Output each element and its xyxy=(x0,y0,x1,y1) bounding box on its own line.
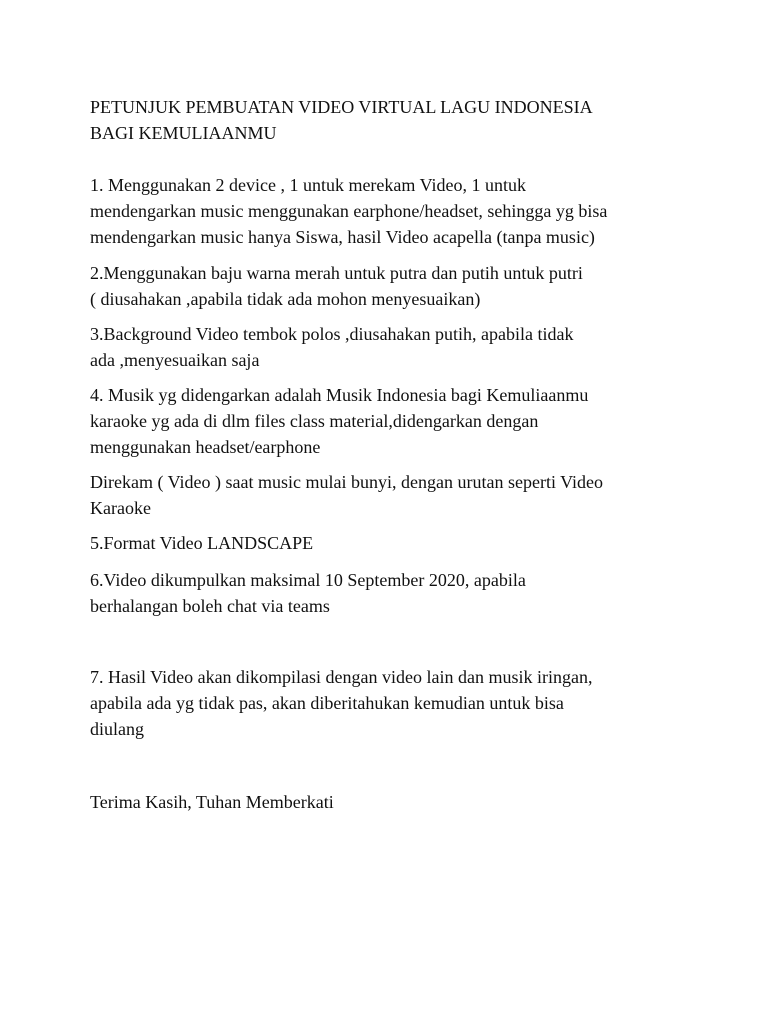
instruction-7-line-1: 7. Hasil Video akan dikompilasi dengan video lain dan musik iringan, xyxy=(90,667,593,687)
document-title-line-1: PETUNJUK PEMBUATAN VIDEO VIRTUAL LAGU INDONESIA xyxy=(90,97,593,117)
recording-note-line-1: Direkam ( Video ) saat music mulai bunyi, dengan urutan seperti Video xyxy=(90,472,604,492)
document-title-line-2: BAGI KEMULIAANMU xyxy=(90,123,277,143)
instruction-4-line-1: 4. Musik yg didengarkan adalah Musik Indonesia bagi Kemuliaanmu xyxy=(90,385,589,405)
closing-line: Terima Kasih, Tuhan Memberkati xyxy=(90,792,334,812)
instruction-1-line-3: mendengarkan music hanya Siswa, hasil Video acapella (tanpa music) xyxy=(90,227,595,247)
instruction-3-line-1: 3.Background Video tembok polos ,diusahakan putih, apabila tidak xyxy=(90,324,574,344)
instruction-3-line-2: ada ,menyesuaikan saja xyxy=(90,350,260,370)
instruction-4-line-2: karaoke yg ada di dlm files class material,didengarkan dengan xyxy=(90,411,539,431)
instruction-1-line-2: mendengarkan music menggunakan earphone/headset, sehingga yg bisa xyxy=(90,201,608,221)
instruction-2-line-1: 2.Menggunakan baju warna merah untuk putra dan putih untuk putri xyxy=(90,263,583,283)
recording-note-line-2: Karaoke xyxy=(90,498,151,518)
instruction-4-line-3: menggunakan headset/earphone xyxy=(90,437,321,457)
instruction-7-line-2: apabila ada yg tidak pas, akan diberitahukan kemudian untuk bisa xyxy=(90,693,564,713)
instruction-5-line-1: 5.Format Video LANDSCAPE xyxy=(90,533,314,553)
instruction-6-line-1: 6.Video dikumpulkan maksimal 10 September 2020, apabila xyxy=(90,570,526,590)
instruction-1-line-1: 1. Menggunakan 2 device , 1 untuk merekam Video, 1 untuk xyxy=(90,175,526,195)
instruction-2-line-2: ( diusahakan ,apabila tidak ada mohon menyesuaikan) xyxy=(90,289,481,309)
instruction-6-line-2: berhalangan boleh chat via teams xyxy=(90,596,330,616)
instruction-7-line-3: diulang xyxy=(90,719,144,739)
